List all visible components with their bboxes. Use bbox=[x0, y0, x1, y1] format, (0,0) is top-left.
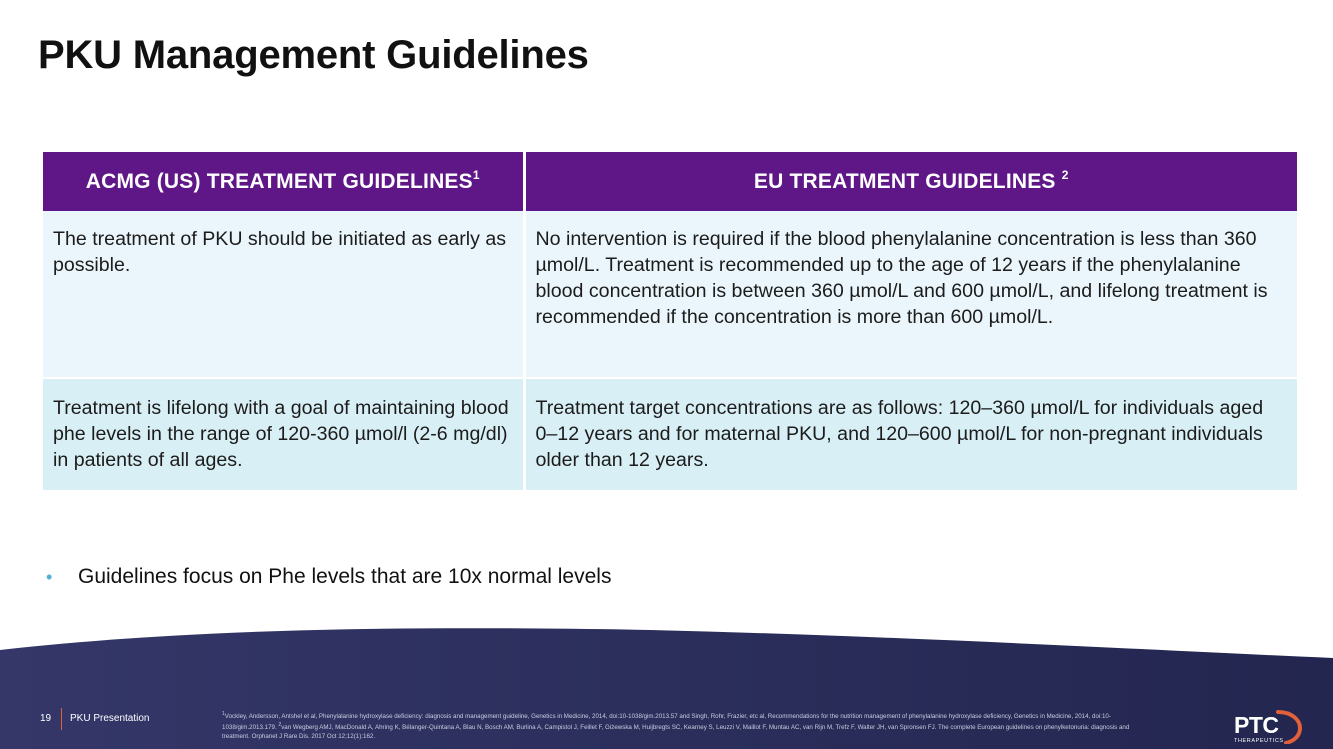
ptc-logo bbox=[1234, 712, 1304, 744]
header-eu bbox=[524, 152, 1297, 211]
footer-divider bbox=[61, 708, 62, 730]
ref2-sup: 2 bbox=[278, 722, 282, 729]
presentation-title: PKU Presentation bbox=[70, 713, 150, 724]
logo-subtext: THERAPEUTICS bbox=[1234, 738, 1284, 744]
ref1-sup: 1 bbox=[222, 711, 225, 717]
header-eu-sup: 2 bbox=[1061, 167, 1069, 182]
bullet-dot-icon: • bbox=[46, 566, 53, 587]
header-eu-label: EU TREATMENT GUIDELINES bbox=[753, 169, 1062, 193]
bullet-text: Guidelines focus on Phe levels that are 10x normal levels bbox=[78, 565, 612, 588]
table-row bbox=[43, 378, 1297, 490]
table-cell: Treatment is lifelong with a goal of maintaining blood phe levels in the range of 120-360 µmol/l (2-6 mg/dl) in patients of all ages. bbox=[43, 378, 524, 490]
table-row bbox=[43, 211, 1297, 378]
table-header-row bbox=[43, 152, 1297, 211]
header-acmg-sup: 1 bbox=[472, 167, 480, 182]
slide-title: PKU Management Guidelines bbox=[38, 33, 589, 77]
guidelines-table bbox=[43, 152, 1297, 490]
page-number: 19 bbox=[40, 713, 52, 724]
reference-1: Vockley, Andersson, Antshel et al, Phenylalanine hydroxylase deficiency: diagnosis and management guideline, Genetics in Medicine, 2014, doi:10-1038/gim.2013.57 and Singh, Rohr, Frazier, etc al, Recommendations for the nutrition management of phenylalanine hydroxylase deficiency, Genetics in Medicine, 2014, doi:10- 1038/gim.2013.179. bbox=[222, 713, 1111, 732]
table-cell: The treatment of PKU should be initiated as early as possible. bbox=[43, 211, 524, 378]
reference-2: van Wegberg AMJ, MacDonald A, Ahring K, Bélanger-Quintana A, Blau N, Bosch AM, Burlina A, Campistol J, Feillet F, Giżewska M, Huijbregts SC, Kearney S, Leuzzi V, Maillot F, Muntau AC, van Rijn M, Trefz F, Walter JH, van Spronsen FJ. The complete European guidelines on phenylketonuria: diagnosis and treatment. Orphanet J Rare Dis. 2017 Oct 12;12(1):162. bbox=[222, 724, 1130, 740]
logo-wordmark: PTC bbox=[1234, 712, 1279, 738]
references bbox=[222, 710, 1142, 741]
header-acmg-label: ACMG (US) TREATMENT GUIDELINES bbox=[85, 169, 473, 193]
header-acmg bbox=[43, 152, 524, 211]
table-cell: Treatment target concentrations are as follows: 120–360 µmol/L for individuals aged 0–12 years and for maternal PKU, and 120–600 µmol/L for non-pregnant individuals older than 12 years. bbox=[524, 378, 1297, 490]
bullet-item bbox=[46, 565, 611, 589]
table-cell: No intervention is required if the blood phenylalanine concentration is less than 360 µmol/L. Treatment is recommended up to the age of 12 years if the phenylalanine blood concentration is between 360 µmol/L and 600 µmol/L, and lifelong treatment is recommended if the concentration is more than 600 µmol/L. bbox=[524, 211, 1297, 378]
